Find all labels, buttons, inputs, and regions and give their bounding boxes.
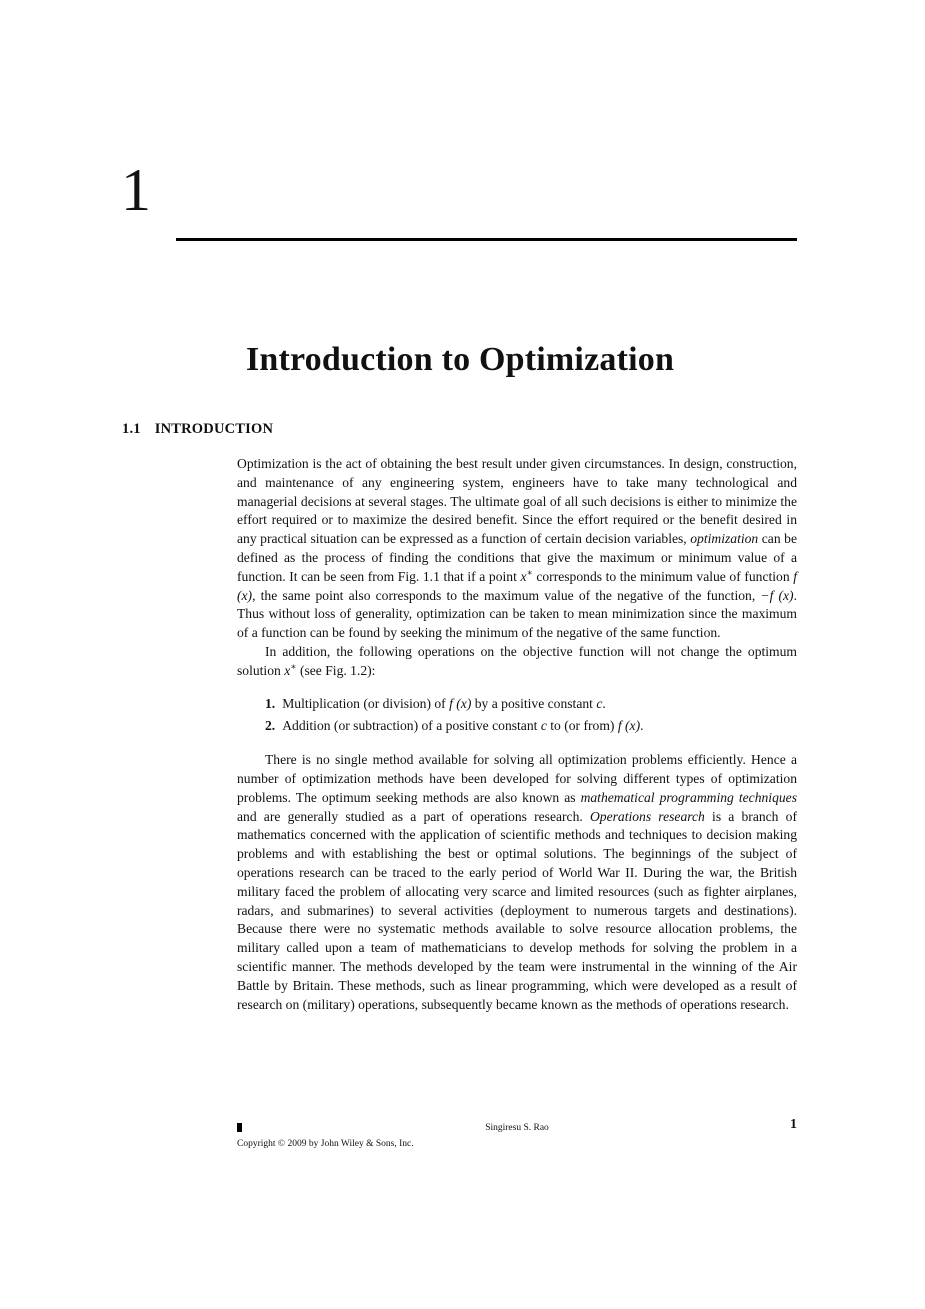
- list-item-text: Multiplication (or division) of f (x) by a positive constant c.: [282, 695, 606, 711]
- chapter-title: Introduction to Optimization: [245, 340, 675, 378]
- paragraph-2: In addition, the following operations on the objective function will not change the optimum solution x∗ (see Fig. 1.2):: [237, 643, 797, 678]
- numbered-list: [265, 695, 797, 737]
- list-item: [265, 717, 797, 736]
- section-number: 1.1: [122, 421, 141, 437]
- footer-author: Singiresu S. Rao: [485, 1123, 549, 1133]
- list-item-text: Addition (or subtraction) of a positive constant c to (or from) f (x).: [282, 718, 644, 734]
- list-item-marker: 2.: [265, 718, 276, 734]
- body-text-block: [237, 455, 797, 1014]
- page-footer: [237, 1117, 797, 1151]
- list-item: [265, 695, 797, 714]
- section-heading: [122, 421, 273, 438]
- footer-page-number: 1: [790, 1117, 797, 1132]
- footer-line: [237, 1117, 797, 1135]
- list-item-marker: 1.: [265, 695, 276, 711]
- footer-copyright: Copyright © 2009 by John Wiley & Sons, Inc.: [237, 1139, 414, 1149]
- paragraph-3: There is no single method available for solving all optimization problems efficiently. Hence a number of optimization methods have been developed for solving different types of optimization problems. The optimum seeking methods are also known as mathematical programming techniques and are generally studied as a part of operations research. Operations research is a branch of mathematics concerned with the application of scientific methods and techniques to decision making problems and with establishing the best or optimal solutions. The beginnings of the subject of operations research can be traced to the early period of World War II. During the war, the British military faced the problem of allocating very scarce and limited resources (such as fighter airplanes, radars, and submarines) to several activities (deployment to numerous targets and destinations). Because there were no systematic methods available to solve resource allocation problems, the military called upon a team of mathematicians to develop methods for solving the problem in a scientific manner. The methods developed by the team were instrumental in the winning of the Air Battle by Britain. These methods, such as linear programming, which were developed as a result of research on (military) operations, subsequently became known as the methods of operations research.: [237, 752, 797, 1012]
- section-title: INTRODUCTION: [154, 421, 274, 437]
- chapter-rule: [176, 238, 797, 241]
- chapter-number: 1: [121, 157, 151, 223]
- paragraph-1: Optimization is the act of obtaining the best result under given circumstances. In design, construction, and maintenance of any engineering system, engineers have to take many technological and managerial decisions at several stages. The ultimate goal of all such decisions is either to minimize the effort required or to maximize the desired benefit. Since the effort required or the benefit desired in any practical situation can be expressed as a function of certain decision variables, optimization can be defined as the process of finding the conditions that give the maximum or minimum value of a function. It can be seen from Fig. 1.1 that if a point x∗ corresponds to the minimum value of function f (x), the same point also corresponds to the maximum value of the negative of the function, −f (x). Thus without loss of generality, optimization can be taken to mean minimization since the maximum of a function can be found by seeking the minimum of the negative of the same function.: [237, 456, 798, 641]
